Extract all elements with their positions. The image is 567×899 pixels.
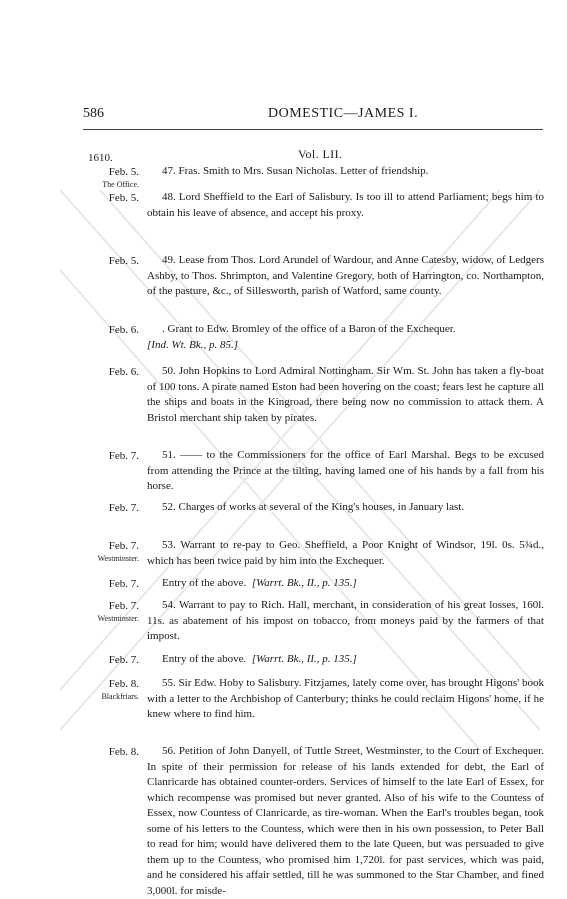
entry-date: Feb. 7. Westminster. — [83, 598, 139, 624]
page-number: 586 — [83, 106, 104, 121]
entry-reference: [Ind. Wt. Bk., p. 85.] — [147, 338, 239, 351]
entry-text: 54. Warrant to pay to Rich. Hall, merchant, in consideration of his great losses, 160l. 11s. as abatement of his impost on tobacco, from moneys paid by the farmers of that impost. — [147, 599, 544, 642]
entry-place: Westminster. — [97, 554, 139, 563]
entry-date: Feb. 8. Blackfriars. — [83, 676, 139, 702]
entry-date: Feb. 5. — [108, 255, 139, 267]
volume-label: Vol. LII. — [298, 147, 343, 161]
entry-place: Blackfriars. — [101, 692, 139, 701]
entry-date: Feb. 7. Westminster. — [83, 538, 139, 564]
entry-text: 52. Charges of works at several of the King's houses, in January last. — [162, 501, 465, 513]
entry-date: Feb. 7. — [108, 654, 139, 666]
entry-date: Feb. 6. — [108, 324, 139, 336]
entry-text: Entry of the above. [Warrt. Bk., II., p. 135.] — [162, 577, 357, 589]
entry-text: 49. Lease from Thos. Lord Arundel of Wardour, and Anne Catesby, widow, of Ledgers Ashby, to Thos. Shrimpton, and Valentine Gregory, both of Harrington, co. Northampton, of the pasture, &c., of Sillesworth, parish of Watford, same county. — [147, 254, 544, 297]
entry-place: Westminster. — [97, 614, 139, 623]
entry-text: 55. Sir Edw. Hoby to Salisbury. Fitzjames, lately come over, has brought Higons' book with a letter to the Archbishop of Canterbury; thinks he could reclaim Higons' home, if he knew where to find him. — [147, 677, 544, 720]
entry-text: Entry of the above. [Warrt. Bk., II., p. 135.] — [162, 653, 357, 665]
entry-text: 50. John Hopkins to Lord Admiral Nottingham. Sir Wm. St. John has taken a fly-boat of 100 tons. A pirate named Eston had been hovering on the coast; fears lest he capture all the ships and boats in the Kingroad, there being now no commission to attack them. A Bristol merchant ship taken by pirates. — [147, 365, 544, 424]
entry-text: 51. —— to the Commissioners for the office of Earl Marshal. Begs to be excused from attending the Prince at the tilting, having lamed one of his hands by a fall from his horse. — [147, 449, 544, 492]
entry-text: 56. Petition of John Danyell, of Tuttle Street, Westminster, to the Court of Exchequer. In spite of their permission for release of his lands extended for debt, the Earl of Clanricarde has obtained counter-orders. Services of himself to the late Earl of Essex, for which recompense was promised but never granted. Also of his wife to the Countess of Essex, now Countess of Clanricarde, as tire-woman. When the Earl's troubles began, took some of his letters to the Countess, which were then in his own possession, to Peter Ball to read for him; would have delivered them to the late Queen, but was persuaded to give them up to the Countess, who promised him 1,720l. for past services, which was paid, and he considered his affair settled, till he was summoned to the Star Chamber, and fined 3,000l. for misde- — [147, 745, 544, 897]
entry-date: Feb. 7. — [108, 578, 139, 590]
entry-date: Feb. 5. — [108, 192, 139, 204]
year-label: 1610. — [88, 152, 113, 164]
running-head: DOMESTIC—JAMES I. — [268, 106, 419, 121]
entry-date: Feb. 7. — [108, 450, 139, 462]
entry-text: . Grant to Edw. Bromley of the office of a Baron of the Exchequer. [Ind. Wt. Bk., p. 85.] — [147, 323, 456, 351]
entry-reference: [Warrt. Bk., II., p. 135.] — [251, 653, 357, 665]
entry-place: The Office. — [102, 180, 139, 189]
entry-date: Feb. 5. The Office. — [83, 164, 139, 190]
entry-text: 47. Fras. Smith to Mrs. Susan Nicholas. Letter of friendship. — [162, 165, 429, 177]
entry-text: 48. Lord Sheffield to the Earl of Salisbury. Is too ill to attend Parliament; begs him to obtain his leave of absence, and accept his proxy. — [147, 191, 544, 219]
entry-date: Feb. 7. — [108, 502, 139, 514]
entry-date: Feb. 8. — [108, 746, 139, 758]
entry-text: 53. Warrant to re-pay to Geo. Sheffield, a Poor Knight of Windsor, 19l. 0s. 5¾d., which has been twice paid by him into the Exchequer. — [147, 539, 544, 567]
header-rule — [83, 129, 543, 130]
entry-date: Feb. 6. — [108, 366, 139, 378]
entry-reference: [Warrt. Bk., II., p. 135.] — [251, 577, 357, 589]
